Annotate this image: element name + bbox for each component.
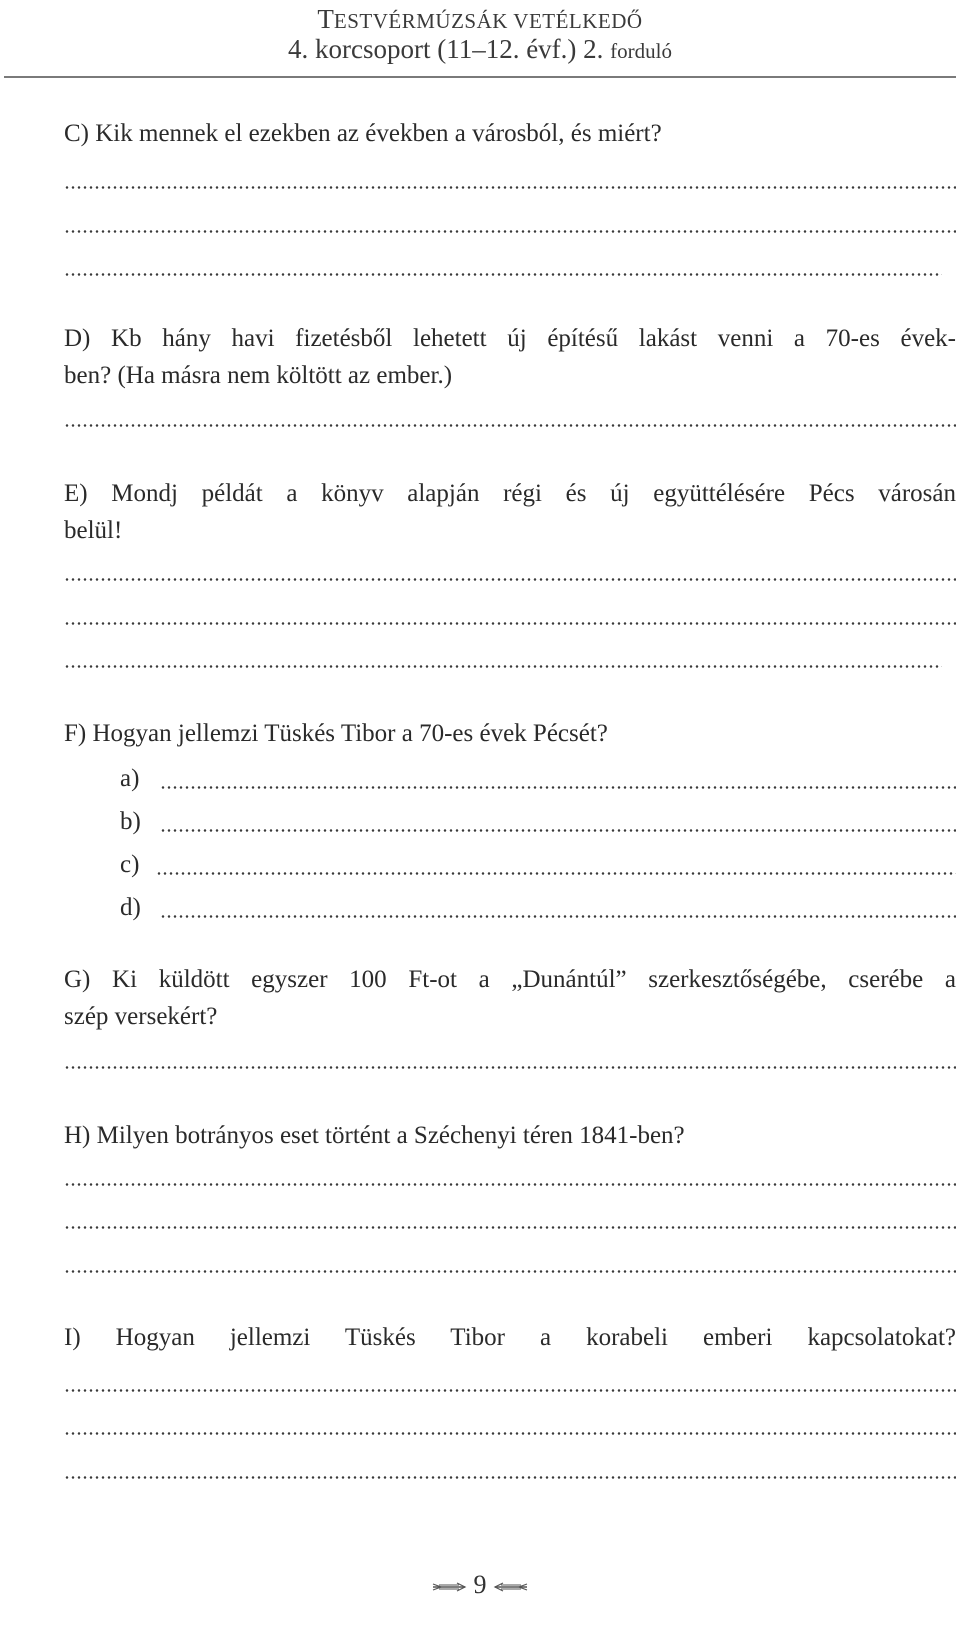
answer-label-c: c) <box>120 851 140 878</box>
header-divider <box>4 76 956 78</box>
answer-line[interactable] <box>64 665 942 668</box>
question-i: I) Hogyan jellemzi Tüskés Tibor a korabeli emberi kapcsolatokat? <box>64 1324 956 1351</box>
competition-title: TESTVÉRMÚZSÁK VETÉLKEDŐ <box>317 4 643 34</box>
answer-line[interactable] <box>160 829 956 832</box>
answer-line[interactable] <box>64 1270 956 1273</box>
left-ornament-icon <box>431 1580 467 1594</box>
right-ornament-icon <box>493 1580 529 1594</box>
answer-line[interactable] <box>156 872 956 875</box>
answer-label-d: d) <box>120 894 141 921</box>
answer-line[interactable] <box>64 273 942 276</box>
answer-label-b: b) <box>120 808 141 835</box>
question-f: F) Hogyan jellemzi Tüskés Tibor a 70-es évek Pécsét? <box>64 720 608 747</box>
answer-line[interactable] <box>160 915 956 918</box>
page-header <box>0 4 960 64</box>
answer-line[interactable] <box>64 1432 956 1435</box>
question-g-cont: szép versekért? <box>64 1003 218 1030</box>
answer-line[interactable] <box>64 230 956 233</box>
question-e: E) Mondj példát a könyv alapján régi és új együttélésére Pécs városán <box>64 480 956 507</box>
page-footer <box>0 1570 960 1600</box>
question-d-cont: ben? (Ha másra nem költött az ember.) <box>64 362 453 389</box>
answer-line[interactable] <box>64 186 956 189</box>
answer-line[interactable] <box>64 1476 956 1479</box>
question-h: H) Milyen botrányos eset történt a Széchenyi téren 1841-ben? <box>64 1122 685 1149</box>
question-g: G) Ki küldött egyszer 100 Ft-ot a „Dunántúl” szerkesztőségébe, cserébe a <box>64 966 956 993</box>
answer-line[interactable] <box>64 1066 956 1069</box>
answer-line[interactable] <box>64 1226 956 1229</box>
question-c: C) Kik mennek el ezekben az években a városból, és miért? <box>64 120 662 147</box>
question-e-cont: belül! <box>64 517 123 544</box>
round-subtitle: 4. korcsoport (11–12. évf.) 2. forduló <box>287 34 672 65</box>
answer-line[interactable] <box>64 578 956 581</box>
question-d: D) Kb hány havi fizetésből lehetett új építésű lakást venni a 70-es évek- <box>64 325 956 352</box>
answer-line[interactable] <box>64 622 956 625</box>
answer-line[interactable] <box>64 424 956 427</box>
answer-line[interactable] <box>64 1389 956 1392</box>
answer-line[interactable] <box>64 1183 956 1186</box>
answer-line[interactable] <box>160 786 956 789</box>
page-number: 9 <box>473 1570 487 1599</box>
answer-label-a: a) <box>120 765 140 792</box>
